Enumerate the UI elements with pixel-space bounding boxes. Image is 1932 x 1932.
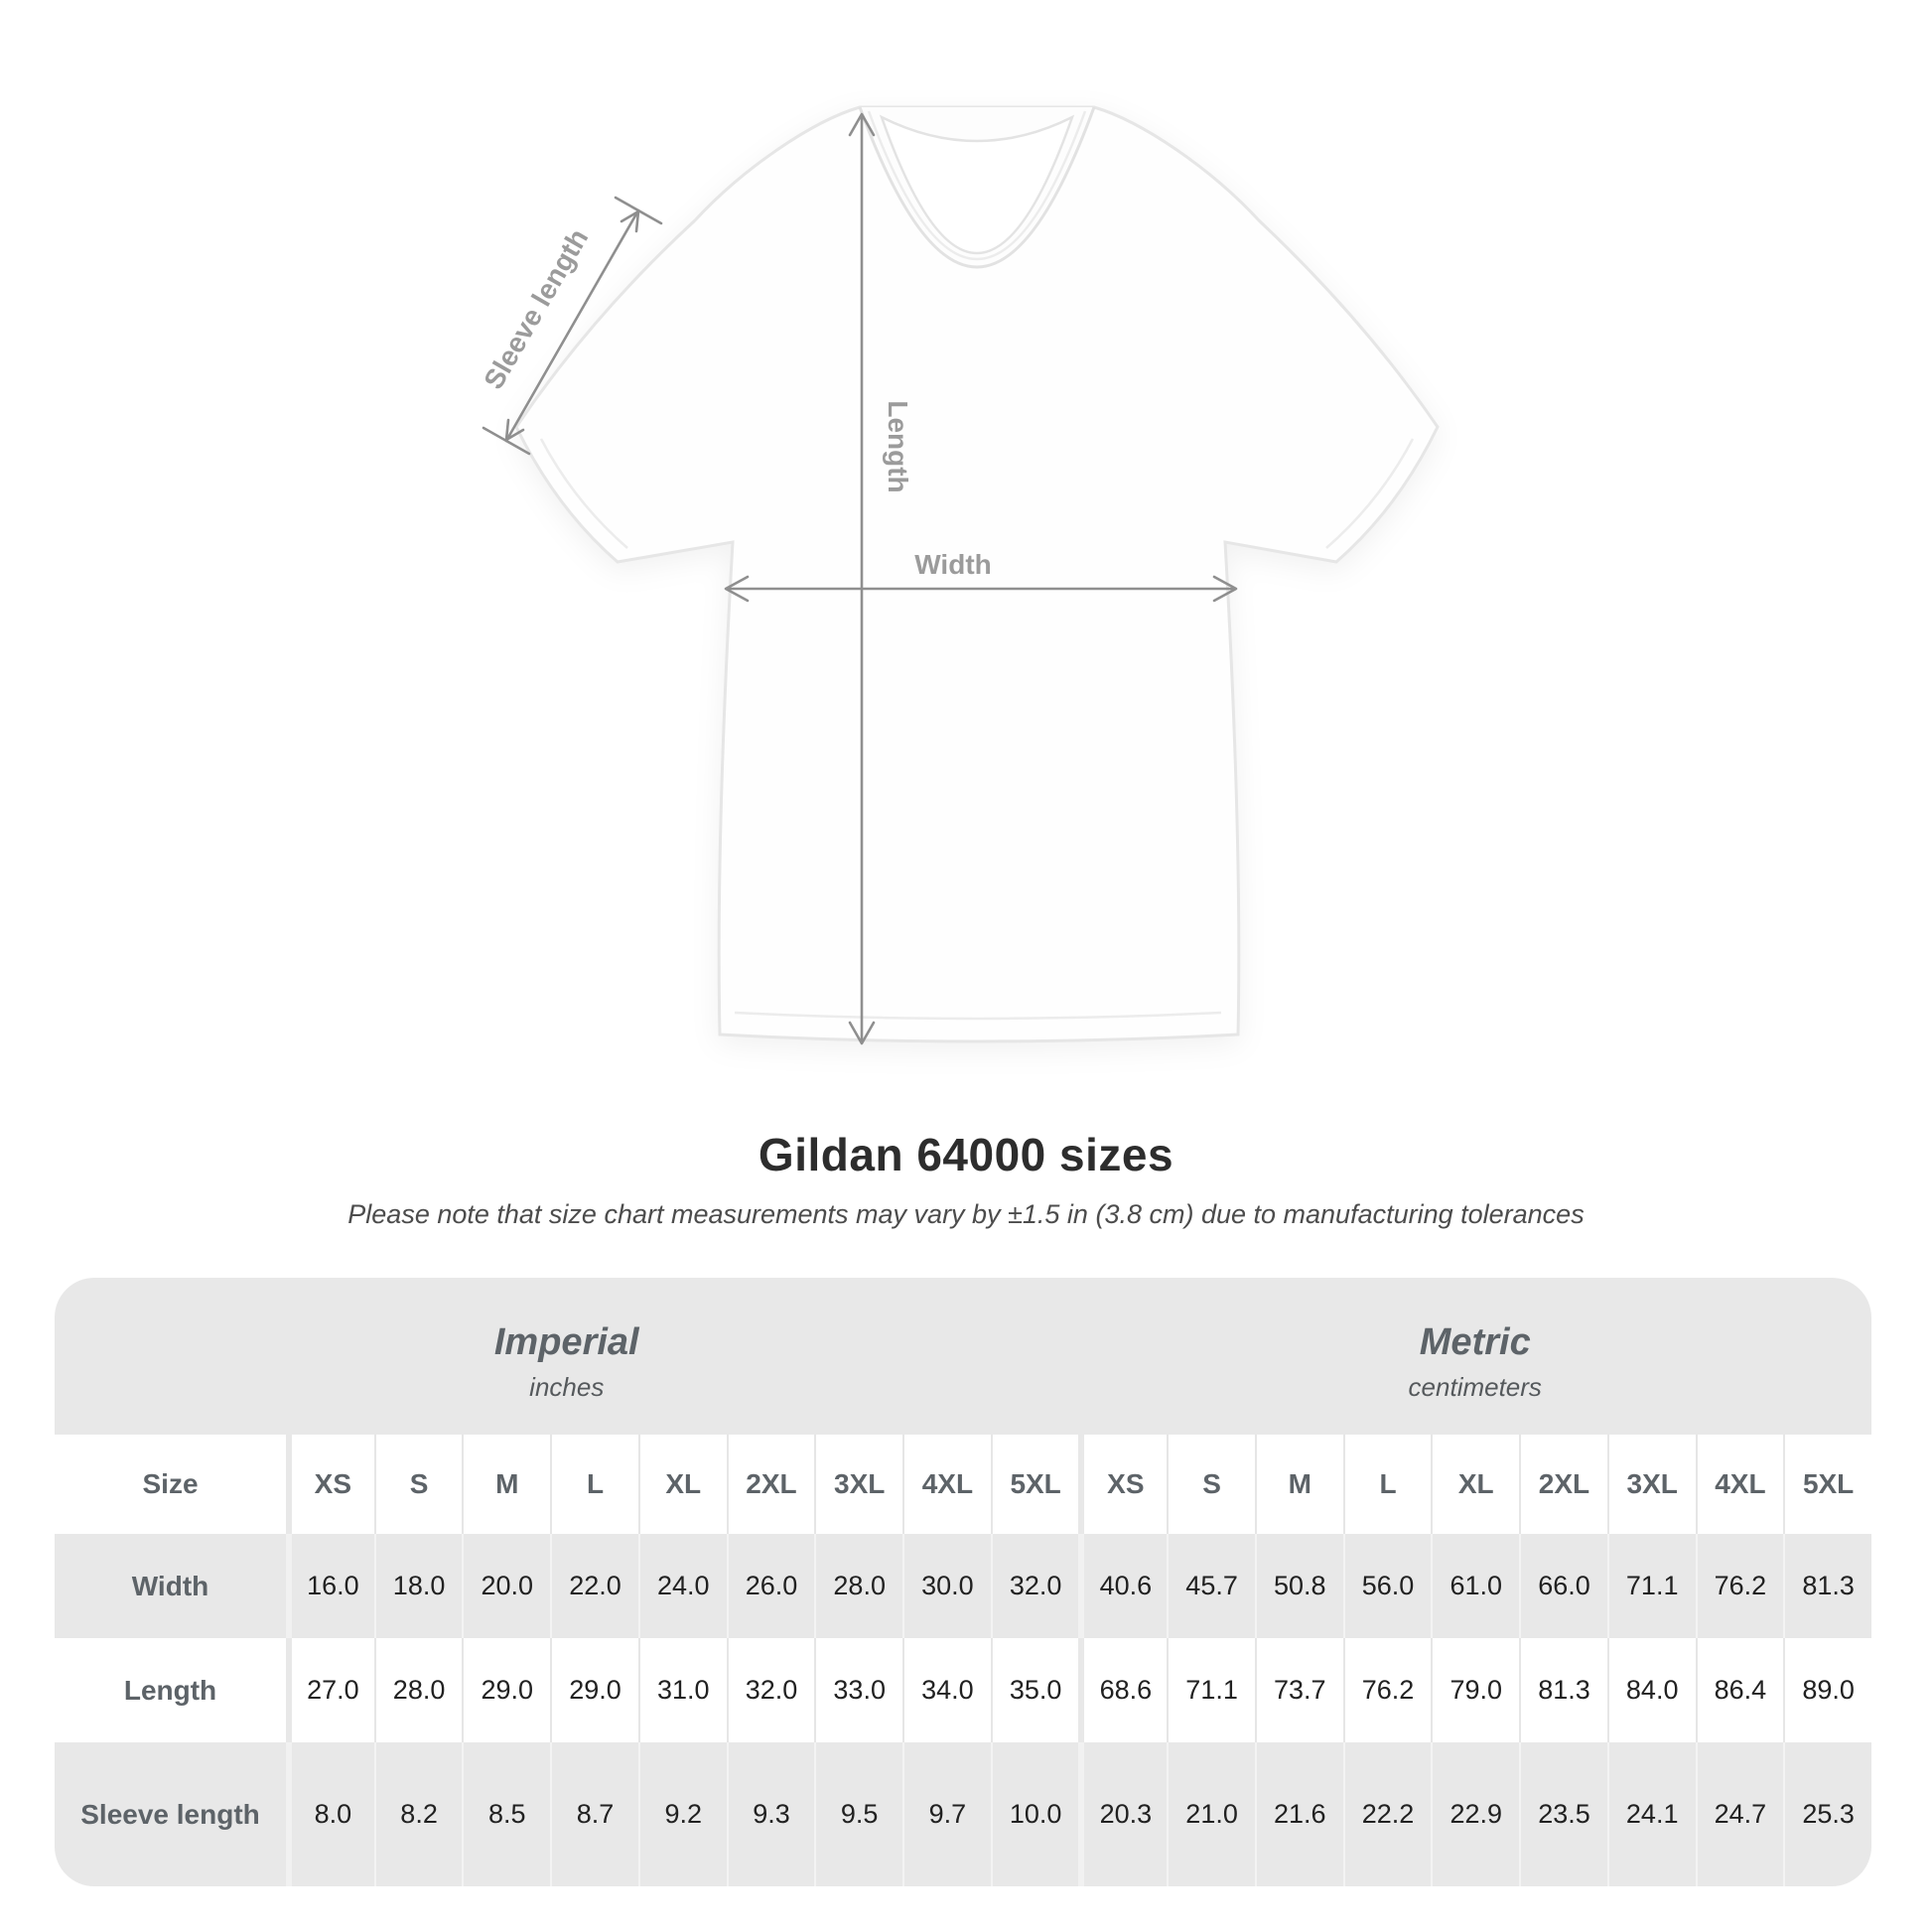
size-value-cell: 86.4	[1696, 1638, 1784, 1742]
size-value-cell: 26.0	[727, 1534, 815, 1638]
size-value-cell: 40.6	[1078, 1534, 1167, 1638]
unit-header-row	[55, 1278, 1871, 1435]
size-value-cell: 24.1	[1607, 1742, 1696, 1886]
size-header-cell: 5XL	[991, 1435, 1079, 1534]
length-label: Length	[883, 400, 913, 493]
size-value-cell: 8.7	[550, 1742, 638, 1886]
size-value-cell: 24.0	[638, 1534, 727, 1638]
size-header-cell: L	[550, 1435, 638, 1534]
size-value-cell: 29.0	[462, 1638, 550, 1742]
size-header-cell: S	[374, 1435, 463, 1534]
size-value-cell: 23.5	[1519, 1742, 1607, 1886]
size-value-cell: 33.0	[814, 1638, 902, 1742]
table-row	[55, 1534, 1871, 1638]
size-value-cell: 35.0	[991, 1638, 1079, 1742]
size-value-cell: 28.0	[374, 1638, 463, 1742]
size-header-cell: XS	[1078, 1435, 1167, 1534]
imperial-subtitle: inches	[529, 1372, 605, 1402]
metric-subtitle: centimeters	[1408, 1372, 1542, 1402]
size-value-cell: 84.0	[1607, 1638, 1696, 1742]
size-value-cell: 18.0	[374, 1534, 463, 1638]
size-value-cell: 21.0	[1167, 1742, 1255, 1886]
size-value-cell: 22.2	[1343, 1742, 1432, 1886]
imperial-unit-header	[55, 1278, 1079, 1435]
size-header-cell: XL	[1431, 1435, 1519, 1534]
sleeve-length-label: Sleeve length	[478, 223, 595, 395]
size-value-cell: 20.0	[462, 1534, 550, 1638]
size-header-cell: 3XL	[814, 1435, 902, 1534]
size-value-cell: 73.7	[1255, 1638, 1343, 1742]
size-value-cell: 29.0	[550, 1638, 638, 1742]
size-header-cell: 2XL	[1519, 1435, 1607, 1534]
row-label: Width	[131, 1570, 209, 1601]
row-label: Length	[123, 1674, 217, 1706]
size-header-cell: 2XL	[727, 1435, 815, 1534]
size-value-cell: 32.0	[991, 1534, 1079, 1638]
size-value-cell: 9.5	[814, 1742, 902, 1886]
size-value-cell: 81.3	[1783, 1534, 1871, 1638]
size-value-cell: 8.0	[286, 1742, 374, 1886]
size-header-cell: 4XL	[902, 1435, 991, 1534]
size-value-cell: 25.3	[1783, 1742, 1871, 1886]
size-header-cell: XS	[286, 1435, 374, 1534]
metric-unit-header	[1079, 1278, 1872, 1435]
size-value-cell: 68.6	[1078, 1638, 1167, 1742]
size-value-cell: 89.0	[1783, 1638, 1871, 1742]
size-value-cell: 28.0	[814, 1534, 902, 1638]
size-value-cell: 76.2	[1343, 1638, 1432, 1742]
size-header-cell: 5XL	[1783, 1435, 1871, 1534]
size-value-cell: 27.0	[286, 1638, 374, 1742]
size-header-row	[55, 1435, 1871, 1534]
size-header-cell: XL	[638, 1435, 727, 1534]
size-value-cell: 16.0	[286, 1534, 374, 1638]
page-title: Gildan 64000 sizes	[758, 1129, 1174, 1180]
size-table	[55, 1278, 1871, 1886]
tolerance-note: Please note that size chart measurements may vary by ±1.5 in (3.8 cm) due to manufacturing tolerances	[347, 1199, 1585, 1229]
size-value-cell: 8.5	[462, 1742, 550, 1886]
size-header-cell: M	[1255, 1435, 1343, 1534]
table-row	[55, 1742, 1871, 1886]
size-value-cell: 79.0	[1431, 1638, 1519, 1742]
size-value-cell: 61.0	[1431, 1534, 1519, 1638]
size-header-cell: M	[462, 1435, 550, 1534]
size-value-cell: 45.7	[1167, 1534, 1255, 1638]
size-value-cell: 22.0	[550, 1534, 638, 1638]
size-value-cell: 24.7	[1696, 1742, 1784, 1886]
size-header-cell: 3XL	[1607, 1435, 1696, 1534]
size-value-cell: 31.0	[638, 1638, 727, 1742]
metric-title: Metric	[1419, 1321, 1531, 1363]
size-header-cell: L	[1343, 1435, 1432, 1534]
size-value-cell: 22.9	[1431, 1742, 1519, 1886]
size-value-cell: 34.0	[902, 1638, 991, 1742]
size-column-header: Size	[142, 1468, 199, 1499]
size-header-cell: S	[1167, 1435, 1255, 1534]
size-value-cell: 21.6	[1255, 1742, 1343, 1886]
size-value-cell: 9.2	[638, 1742, 727, 1886]
table-row	[55, 1638, 1871, 1742]
size-value-cell: 71.1	[1607, 1534, 1696, 1638]
size-value-cell: 66.0	[1519, 1534, 1607, 1638]
size-value-cell: 9.3	[727, 1742, 815, 1886]
size-value-cell: 71.1	[1167, 1638, 1255, 1742]
row-label: Sleeve length	[80, 1798, 260, 1830]
size-value-cell: 20.3	[1078, 1742, 1167, 1886]
imperial-title: Imperial	[493, 1321, 639, 1363]
size-header-cell: 4XL	[1696, 1435, 1784, 1534]
size-value-cell: 32.0	[727, 1638, 815, 1742]
size-value-cell: 50.8	[1255, 1534, 1343, 1638]
size-value-cell: 56.0	[1343, 1534, 1432, 1638]
size-value-cell: 30.0	[902, 1534, 991, 1638]
size-value-cell: 81.3	[1519, 1638, 1607, 1742]
size-value-cell: 8.2	[374, 1742, 463, 1886]
size-value-cell: 10.0	[991, 1742, 1079, 1886]
size-value-cell: 76.2	[1696, 1534, 1784, 1638]
width-label: Width	[914, 549, 992, 580]
size-value-cell: 9.7	[902, 1742, 991, 1886]
